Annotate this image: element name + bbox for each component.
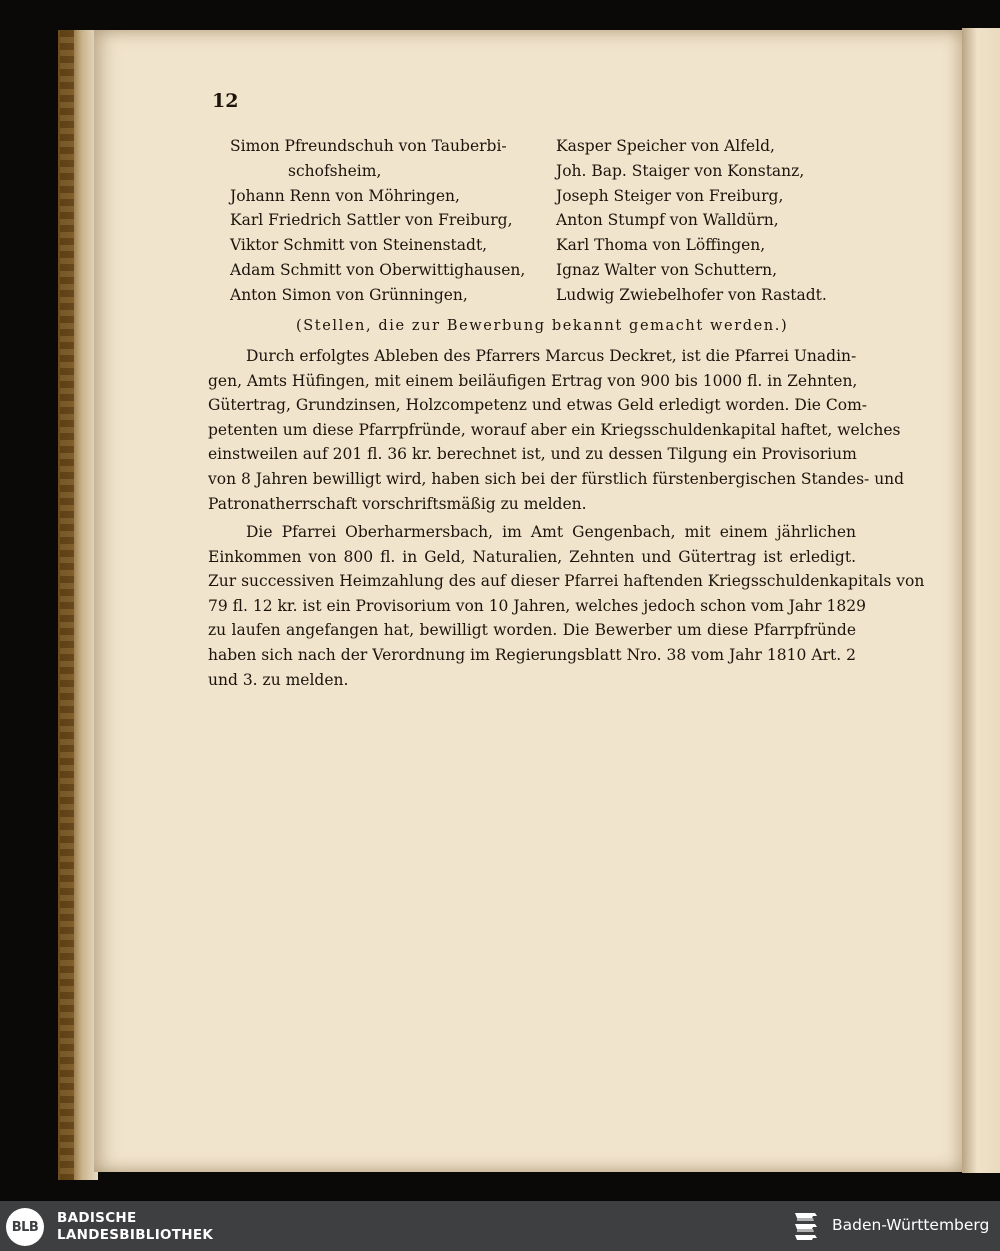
paragraph-line: Patronatherrschaft vorschriftsmäßig zu melden. [208,494,587,513]
name-entry: Kasper Speicher von Alfeld, [556,137,775,155]
name-entry: Viktor Schmitt von Steinenstadt, [230,236,488,255]
page-number: 12 [212,90,239,112]
state-name[interactable]: Baden-Württemberg [832,1216,990,1234]
paragraph-line: Die Pfarrei Oberharmersbach, im Amt Gengenbach, mit einem jährlichen [246,523,856,541]
name-entry: Joh. Bap. Staiger von Konstanz, [556,161,805,180]
paragraph-line: gen, Amts Hüfingen, mit einem beiläufigen Ertrag von 900 bis 1000 fl. in Zehnten, [208,371,858,390]
paragraph-line: einstweilen auf 201 fl. 36 kr. berechnet ist, und zu dessen Tilgung ein Provisorium [208,445,857,464]
paragraph-unadingen [208,344,905,516]
name-entry: Anton Simon von Grünningen, [230,285,468,304]
paragraph-line: Gütertrag, Grundzinsen, Holzcompetenz und etwas Geld erledigt worden. Die Com- [208,396,868,415]
library-name[interactable] [57,1210,213,1244]
name-entry: Simon Pfreundschuh von Tauberbi- [230,137,507,155]
viewer-footer [0,1201,1000,1251]
paragraph-line: zu laufen angefangen hat, bewilligt worden. Die Bewerber um diese Pfarrpfründe [208,621,856,640]
blb-logo-icon[interactable]: BLB [6,1208,44,1246]
name-entry: Joseph Steiger von Freiburg, [556,186,784,205]
paragraph-line: von 8 Jahren bewilligt wird, haben sich bei der fürstlich fürstenbergischen Standes- und [208,469,905,488]
baden-wuerttemberg-lions-icon[interactable] [792,1209,822,1245]
library-name-line2: LANDESBIBLIOTHEK [57,1227,214,1243]
name-entry: Karl Friedrich Sattler von Freiburg, [230,211,513,230]
paragraph-line: Durch erfolgtes Ableben des Pfarrers Marcus Deckret, ist die Pfarrei Unadin- [246,347,857,365]
name-entry: Karl Thoma von Löffingen, [556,236,766,255]
paragraph-line: haben sich nach der Verordnung im Regierungsblatt Nro. 38 vom Jahr 1810 Art. 2 [208,645,856,664]
names-column-right [556,134,856,308]
paragraph-line: Einkommen von 800 fl. in Geld, Naturalien, Zehnten und Gütertrag ist erledigt. [208,547,856,566]
paragraph-line: Zur successiven Heimzahlung des auf dieser Pfarrei haftenden Kriegsschuldenkapitals von [208,572,925,591]
name-entry: schofsheim, [288,161,382,180]
binding-edge [60,30,74,1180]
next-page-edge [962,28,1000,1173]
name-entry: Ludwig Zwiebelhofer von Rastadt. [556,285,827,304]
names-column-left [230,134,550,308]
name-entry: Adam Schmitt von Oberwittighausen, [230,260,526,279]
paragraph-line: 79 fl. 12 kr. ist ein Provisorium von 10 Jahren, welches jedoch schon vom Jahr 1829 [208,596,866,615]
paragraph-line: petenten um diese Pfarrpfründe, worauf aber ein Kriegsschuldenkapital haftet, welches [208,420,901,439]
paragraph-line: und 3. zu melden. [208,670,349,689]
name-entry: Johann Renn von Möhringen, [230,186,460,205]
paragraph-oberharmersbach [208,520,925,692]
library-name-line1: BADISCHE [57,1210,137,1226]
name-entry: Ignaz Walter von Schuttern, [556,260,778,279]
name-entry: Anton Stumpf von Walldürn, [556,211,779,230]
section-heading: (Stellen, die zur Bewerbung bekannt gemacht werden.) [296,318,789,334]
